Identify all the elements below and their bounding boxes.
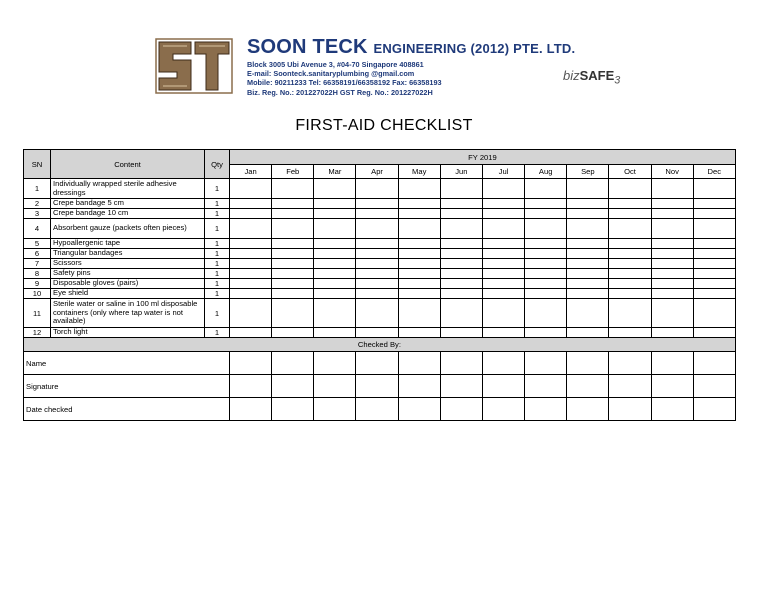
signoff-cell-may[interactable] xyxy=(398,375,440,398)
signoff-cell-may[interactable] xyxy=(398,352,440,375)
check-cell-apr[interactable] xyxy=(356,279,398,289)
check-cell-jan[interactable] xyxy=(230,269,272,279)
check-cell-oct[interactable] xyxy=(609,259,651,269)
item-qty: 1 xyxy=(205,269,230,279)
check-cell-jan[interactable] xyxy=(230,328,272,338)
check-cell-nov[interactable] xyxy=(651,328,693,338)
signoff-cell-nov[interactable] xyxy=(651,352,693,375)
item-qty: 1 xyxy=(205,179,230,199)
check-cell-aug[interactable] xyxy=(525,209,567,219)
item-sn: 4 xyxy=(24,219,51,239)
check-cell-jul[interactable] xyxy=(482,199,524,209)
check-cell-aug[interactable] xyxy=(525,299,567,328)
check-cell-nov[interactable] xyxy=(651,239,693,249)
company-name-main: SOON TECK xyxy=(247,36,368,58)
check-cell-nov[interactable] xyxy=(651,299,693,328)
check-cell-jun[interactable] xyxy=(440,259,482,269)
check-cell-apr[interactable] xyxy=(356,259,398,269)
check-cell-jun[interactable] xyxy=(440,179,482,199)
check-cell-feb[interactable] xyxy=(272,219,314,239)
check-cell-oct[interactable] xyxy=(609,249,651,259)
item-qty: 1 xyxy=(205,219,230,239)
check-cell-aug[interactable] xyxy=(525,279,567,289)
signoff-cell-jun[interactable] xyxy=(440,352,482,375)
check-cell-sep[interactable] xyxy=(567,209,609,219)
company-logo xyxy=(155,38,233,94)
month-header-jan: Jan xyxy=(230,165,272,179)
check-cell-jul[interactable] xyxy=(482,299,524,328)
check-cell-mar[interactable] xyxy=(314,179,356,199)
check-cell-aug[interactable] xyxy=(525,179,567,199)
check-cell-may[interactable] xyxy=(398,289,440,299)
check-cell-feb[interactable] xyxy=(272,199,314,209)
checklist-items xyxy=(24,179,736,338)
check-cell-sep[interactable] xyxy=(567,259,609,269)
checklist-row xyxy=(24,199,736,209)
check-cell-apr[interactable] xyxy=(356,239,398,249)
checklist-row xyxy=(24,259,736,269)
check-cell-mar[interactable] xyxy=(314,199,356,209)
checklist-row xyxy=(24,269,736,279)
item-sn: 12 xyxy=(24,328,51,338)
checklist-row xyxy=(24,279,736,289)
item-sn: 2 xyxy=(24,199,51,209)
check-cell-mar[interactable] xyxy=(314,209,356,219)
signoff-row xyxy=(24,398,736,421)
check-cell-sep[interactable] xyxy=(567,219,609,239)
check-cell-jun[interactable] xyxy=(440,209,482,219)
company-registration: Biz. Reg. No.: 201227022H GST Reg. No.: 201227022H xyxy=(247,87,433,97)
check-cell-sep[interactable] xyxy=(567,239,609,249)
signoff-cell-apr[interactable] xyxy=(356,375,398,398)
check-cell-feb[interactable] xyxy=(272,328,314,338)
check-cell-jun[interactable] xyxy=(440,249,482,259)
check-cell-sep[interactable] xyxy=(567,179,609,199)
item-content: Disposable gloves (pairs) xyxy=(51,279,205,289)
check-cell-apr[interactable] xyxy=(356,269,398,279)
check-cell-jul[interactable] xyxy=(482,209,524,219)
check-cell-jul[interactable] xyxy=(482,269,524,279)
month-header-apr: Apr xyxy=(356,165,398,179)
checklist-row xyxy=(24,209,736,219)
check-cell-oct[interactable] xyxy=(609,199,651,209)
checked-by-label: Checked By: xyxy=(24,338,736,352)
check-cell-jan[interactable] xyxy=(230,199,272,209)
check-cell-dec[interactable] xyxy=(693,269,735,279)
check-cell-nov[interactable] xyxy=(651,219,693,239)
check-cell-apr[interactable] xyxy=(356,199,398,209)
item-sn: 11 xyxy=(24,299,51,328)
check-cell-aug[interactable] xyxy=(525,199,567,209)
check-cell-mar[interactable] xyxy=(314,259,356,269)
check-cell-jan[interactable] xyxy=(230,219,272,239)
company-name-suffix: ENGINEERING (2012) PTE. LTD. xyxy=(373,41,576,56)
month-header-mar: Mar xyxy=(314,165,356,179)
check-cell-jan[interactable] xyxy=(230,179,272,199)
signoff-label: Date checked xyxy=(24,398,230,421)
check-cell-dec[interactable] xyxy=(693,219,735,239)
check-cell-dec[interactable] xyxy=(693,328,735,338)
signoff-cell-feb[interactable] xyxy=(272,398,314,421)
item-content: Crepe bandage 10 cm xyxy=(51,209,205,219)
check-cell-nov[interactable] xyxy=(651,209,693,219)
checklist-row xyxy=(24,239,736,249)
check-cell-may[interactable] xyxy=(398,299,440,328)
check-cell-feb[interactable] xyxy=(272,279,314,289)
check-cell-aug[interactable] xyxy=(525,259,567,269)
signoff-rows xyxy=(24,352,736,421)
check-cell-dec[interactable] xyxy=(693,209,735,219)
check-cell-mar[interactable] xyxy=(314,279,356,289)
signoff-cell-oct[interactable] xyxy=(609,398,651,421)
bizsafe-logo: bizSAFE$_3$ xyxy=(563,68,621,87)
company-email: E-mail: Soonteck.sanitaryplumbing @gmail.com xyxy=(247,69,415,79)
signoff-row xyxy=(24,375,736,398)
item-sn: 8 xyxy=(24,269,51,279)
header-sn: SN xyxy=(24,150,51,179)
check-cell-dec[interactable] xyxy=(693,249,735,259)
checked-by-section xyxy=(24,338,736,352)
item-sn: 5 xyxy=(24,239,51,249)
month-header-jul: Jul xyxy=(482,165,524,179)
item-qty: 1 xyxy=(205,259,230,269)
first-aid-checklist-table xyxy=(23,149,736,421)
check-cell-aug[interactable] xyxy=(525,328,567,338)
check-cell-feb[interactable] xyxy=(272,179,314,199)
check-cell-aug[interactable] xyxy=(525,249,567,259)
check-cell-jul[interactable] xyxy=(482,179,524,199)
item-content: Torch light xyxy=(51,328,205,338)
check-cell-jan[interactable] xyxy=(230,299,272,328)
check-cell-may[interactable] xyxy=(398,328,440,338)
signoff-cell-jul[interactable] xyxy=(482,375,524,398)
signoff-cell-oct[interactable] xyxy=(609,375,651,398)
check-cell-aug[interactable] xyxy=(525,269,567,279)
item-content: Hypoallergenic tape xyxy=(51,239,205,249)
header-content: Content xyxy=(51,150,205,179)
signoff-cell-jan[interactable] xyxy=(230,375,272,398)
signoff-cell-jan[interactable] xyxy=(230,398,272,421)
signoff-cell-aug[interactable] xyxy=(525,398,567,421)
check-cell-nov[interactable] xyxy=(651,179,693,199)
item-qty: 1 xyxy=(205,299,230,328)
check-cell-jul[interactable] xyxy=(482,328,524,338)
check-cell-may[interactable] xyxy=(398,209,440,219)
check-cell-dec[interactable] xyxy=(693,299,735,328)
check-cell-jan[interactable] xyxy=(230,279,272,289)
signoff-cell-dec[interactable] xyxy=(693,398,735,421)
check-cell-nov[interactable] xyxy=(651,289,693,299)
check-cell-oct[interactable] xyxy=(609,289,651,299)
header-fiscal-year: FY 2019 xyxy=(230,150,736,165)
check-cell-jun[interactable] xyxy=(440,239,482,249)
check-cell-jul[interactable] xyxy=(482,239,524,249)
check-cell-may[interactable] xyxy=(398,219,440,239)
check-cell-oct[interactable] xyxy=(609,279,651,289)
month-header-may: May xyxy=(398,165,440,179)
signoff-cell-nov[interactable] xyxy=(651,398,693,421)
check-cell-apr[interactable] xyxy=(356,219,398,239)
signoff-cell-sep[interactable] xyxy=(567,398,609,421)
check-cell-oct[interactable] xyxy=(609,269,651,279)
item-content: Sterile water or saline in 100 ml disposable containers (only where tap water is not available) xyxy=(51,299,205,328)
check-cell-sep[interactable] xyxy=(567,249,609,259)
checklist-row xyxy=(24,328,736,338)
check-cell-mar[interactable] xyxy=(314,249,356,259)
check-cell-dec[interactable] xyxy=(693,279,735,289)
signoff-cell-jul[interactable] xyxy=(482,398,524,421)
item-sn: 7 xyxy=(24,259,51,269)
signoff-cell-jun[interactable] xyxy=(440,398,482,421)
signoff-cell-aug[interactable] xyxy=(525,352,567,375)
signoff-cell-dec[interactable] xyxy=(693,375,735,398)
check-cell-dec[interactable] xyxy=(693,239,735,249)
check-cell-jul[interactable] xyxy=(482,249,524,259)
signoff-cell-jan[interactable] xyxy=(230,352,272,375)
check-cell-dec[interactable] xyxy=(693,289,735,299)
check-cell-aug[interactable] xyxy=(525,289,567,299)
check-cell-jan[interactable] xyxy=(230,209,272,219)
month-header-nov: Nov xyxy=(651,165,693,179)
item-content: Triangular bandages xyxy=(51,249,205,259)
item-content: Eye shield xyxy=(51,289,205,299)
item-sn: 9 xyxy=(24,279,51,289)
check-cell-apr[interactable] xyxy=(356,289,398,299)
signoff-cell-apr[interactable] xyxy=(356,352,398,375)
signoff-cell-mar[interactable] xyxy=(314,375,356,398)
item-content: Safety pins xyxy=(51,269,205,279)
check-cell-nov[interactable] xyxy=(651,269,693,279)
check-cell-jun[interactable] xyxy=(440,299,482,328)
item-qty: 1 xyxy=(205,289,230,299)
check-cell-may[interactable] xyxy=(398,279,440,289)
check-cell-sep[interactable] xyxy=(567,279,609,289)
company-name xyxy=(247,36,575,59)
check-cell-dec[interactable] xyxy=(693,199,735,209)
month-header-aug: Aug xyxy=(525,165,567,179)
check-cell-sep[interactable] xyxy=(567,199,609,209)
checklist-row xyxy=(24,299,736,328)
check-cell-feb[interactable] xyxy=(272,239,314,249)
check-cell-may[interactable] xyxy=(398,249,440,259)
checklist-row xyxy=(24,289,736,299)
checklist-row xyxy=(24,219,736,239)
check-cell-may[interactable] xyxy=(398,259,440,269)
check-cell-mar[interactable] xyxy=(314,299,356,328)
check-cell-jun[interactable] xyxy=(440,269,482,279)
item-qty: 1 xyxy=(205,249,230,259)
signoff-cell-may[interactable] xyxy=(398,398,440,421)
check-cell-feb[interactable] xyxy=(272,269,314,279)
month-header-dec: Dec xyxy=(693,165,735,179)
check-cell-may[interactable] xyxy=(398,199,440,209)
checklist-row xyxy=(24,179,736,199)
page-title: FIRST-AID CHECKLIST xyxy=(295,117,473,134)
check-cell-mar[interactable] xyxy=(314,239,356,249)
check-cell-jul[interactable] xyxy=(482,279,524,289)
signoff-cell-feb[interactable] xyxy=(272,375,314,398)
item-content: Crepe bandage 5 cm xyxy=(51,199,205,209)
signoff-cell-nov[interactable] xyxy=(651,375,693,398)
check-cell-jun[interactable] xyxy=(440,279,482,289)
company-details xyxy=(247,60,575,97)
check-cell-oct[interactable] xyxy=(609,179,651,199)
signoff-cell-sep[interactable] xyxy=(567,375,609,398)
check-cell-jul[interactable] xyxy=(482,219,524,239)
item-sn: 1 xyxy=(24,179,51,199)
check-cell-jul[interactable] xyxy=(482,289,524,299)
check-cell-nov[interactable] xyxy=(651,199,693,209)
month-header-sep: Sep xyxy=(567,165,609,179)
signoff-cell-jul[interactable] xyxy=(482,352,524,375)
check-cell-may[interactable] xyxy=(398,239,440,249)
signoff-cell-feb[interactable] xyxy=(272,352,314,375)
check-cell-apr[interactable] xyxy=(356,209,398,219)
signoff-cell-aug[interactable] xyxy=(525,375,567,398)
check-cell-oct[interactable] xyxy=(609,209,651,219)
check-cell-apr[interactable] xyxy=(356,179,398,199)
signoff-cell-oct[interactable] xyxy=(609,352,651,375)
item-sn: 6 xyxy=(24,249,51,259)
month-header-oct: Oct xyxy=(609,165,651,179)
check-cell-apr[interactable] xyxy=(356,299,398,328)
check-cell-aug[interactable] xyxy=(525,219,567,239)
item-qty: 1 xyxy=(205,279,230,289)
item-sn: 10 xyxy=(24,289,51,299)
signoff-row xyxy=(24,352,736,375)
company-block xyxy=(247,36,575,97)
check-cell-mar[interactable] xyxy=(314,289,356,299)
item-sn: 3 xyxy=(24,209,51,219)
signoff-label: Name xyxy=(24,352,230,375)
check-cell-sep[interactable] xyxy=(567,299,609,328)
item-content: Individually wrapped sterile adhesive dressings xyxy=(51,179,205,199)
check-cell-oct[interactable] xyxy=(609,239,651,249)
check-cell-may[interactable] xyxy=(398,179,440,199)
item-qty: 1 xyxy=(205,328,230,338)
check-cell-dec[interactable] xyxy=(693,179,735,199)
company-phones: Mobile: 90211233 Tel: 66358191/66358192 Fax: 66358193 xyxy=(247,78,442,88)
signoff-label: Signature xyxy=(24,375,230,398)
check-cell-may[interactable] xyxy=(398,269,440,279)
check-cell-nov[interactable] xyxy=(651,279,693,289)
check-cell-sep[interactable] xyxy=(567,289,609,299)
check-cell-feb[interactable] xyxy=(272,209,314,219)
item-qty: 1 xyxy=(205,199,230,209)
check-cell-oct[interactable] xyxy=(609,219,651,239)
check-cell-dec[interactable] xyxy=(693,259,735,269)
signoff-cell-jun[interactable] xyxy=(440,375,482,398)
signoff-cell-sep[interactable] xyxy=(567,352,609,375)
check-cell-feb[interactable] xyxy=(272,259,314,269)
company-address: Block 3005 Ubi Avenue 3, #04-70 Singapore 408861 xyxy=(247,60,424,69)
check-cell-mar[interactable] xyxy=(314,269,356,279)
check-cell-oct[interactable] xyxy=(609,328,651,338)
check-cell-jun[interactable] xyxy=(440,219,482,239)
check-cell-jun[interactable] xyxy=(440,289,482,299)
signoff-cell-mar[interactable] xyxy=(314,398,356,421)
check-cell-apr[interactable] xyxy=(356,249,398,259)
item-content: Scissors xyxy=(51,259,205,269)
check-cell-jan[interactable] xyxy=(230,289,272,299)
check-cell-jun[interactable] xyxy=(440,199,482,209)
check-cell-jan[interactable] xyxy=(230,259,272,269)
header-qty: Qty xyxy=(205,150,230,179)
signoff-cell-dec[interactable] xyxy=(693,352,735,375)
check-cell-apr[interactable] xyxy=(356,328,398,338)
check-cell-oct[interactable] xyxy=(609,299,651,328)
month-header-feb: Feb xyxy=(272,165,314,179)
item-qty: 1 xyxy=(205,239,230,249)
check-cell-feb[interactable] xyxy=(272,249,314,259)
check-cell-jan[interactable] xyxy=(230,249,272,259)
check-cell-aug[interactable] xyxy=(525,239,567,249)
check-cell-nov[interactable] xyxy=(651,249,693,259)
check-cell-sep[interactable] xyxy=(567,328,609,338)
checklist-row xyxy=(24,249,736,259)
check-cell-nov[interactable] xyxy=(651,259,693,269)
month-header-jun: Jun xyxy=(440,165,482,179)
item-content: Absorbent gauze (packets often pieces) xyxy=(51,219,205,239)
check-cell-mar[interactable] xyxy=(314,219,356,239)
check-cell-sep[interactable] xyxy=(567,269,609,279)
check-cell-feb[interactable] xyxy=(272,289,314,299)
check-cell-feb[interactable] xyxy=(272,299,314,328)
item-qty: 1 xyxy=(205,209,230,219)
check-cell-mar[interactable] xyxy=(314,328,356,338)
check-cell-jan[interactable] xyxy=(230,239,272,249)
signoff-cell-mar[interactable] xyxy=(314,352,356,375)
signoff-cell-apr[interactable] xyxy=(356,398,398,421)
check-cell-jul[interactable] xyxy=(482,259,524,269)
letterhead xyxy=(155,36,625,102)
check-cell-jun[interactable] xyxy=(440,328,482,338)
